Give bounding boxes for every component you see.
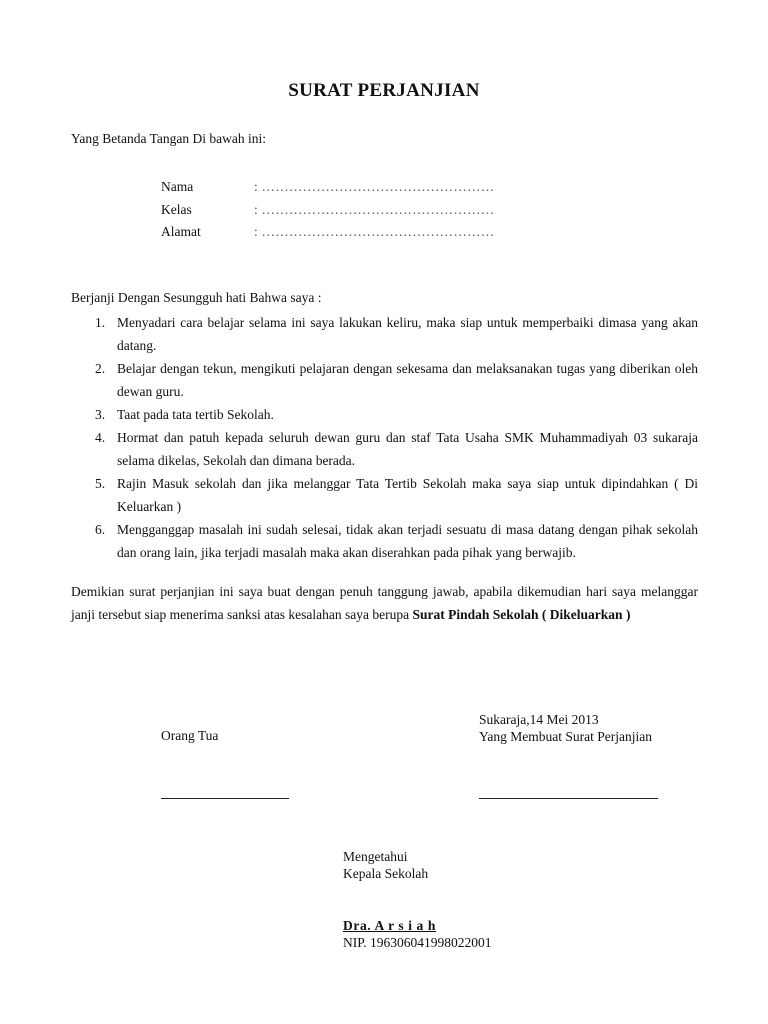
intro-text: Yang Betanda Tangan Di bawah ini: [71,131,267,146]
field-label: Alamat [161,224,201,239]
field-label: Kelas [161,201,192,217]
principal-title: Kepala Sekolah [343,866,429,881]
document-title: SURAT PERJANJIAN [288,80,480,101]
address-blank: : …………………………………………… [254,224,495,239]
list-item [71,426,698,472]
item-text: Taat pada tata tertib Sekolah. [117,407,274,422]
item-text: Rajin Masuk sekolah dan jika melanggar Tata Tertib Sekolah maka saya siap untuk dipindahkan ( Di Keluarkan ) [117,476,698,514]
field-label: Nama [161,179,194,194]
item-text: Belajar dengan tekun, mengikuti pelajaran dengan sekesama dan melaksanakan tugas yang diberikan oleh dewan guru. [117,361,698,399]
principal-signature-block [343,848,492,951]
closing-paragraph [71,580,698,626]
place-date: Sukaraja,14 Mei 2013 [479,712,599,727]
maker-label: Yang Membuat Surat Perjanjian [479,729,652,744]
identity-fields [161,176,521,244]
name-blank: : …………………………………………… [254,179,495,194]
item-number: 4. [95,430,106,445]
item-number: 6. [95,522,106,537]
pledge-intro: Berjanji Dengan Sesungguh hati Bahwa saya : [71,290,322,305]
acknowledge-label: Mengetahui [343,849,408,864]
identity-row-kelas [161,199,521,222]
list-item [71,472,698,518]
item-number: 1. [95,315,106,330]
list-item [71,357,698,403]
closing-emphasis: Surat Pindah Sekolah ( Dikeluarkan ) [412,607,631,622]
identity-row-alamat [161,221,521,244]
maker-signature-block [479,711,652,745]
promise-list [71,311,698,564]
item-number: 3. [95,407,106,422]
identity-row-nama [161,176,521,199]
parent-signature-block [161,727,218,744]
class-blank: : …………………………………………… [254,201,495,217]
closing-text: Demikian surat perjanjian ini saya buat dengan penuh tanggung jawab, apabila dikemudian hari saya melanggar janji tersebut siap menerima sanksi atas kesalahan saya berupa [71,584,698,622]
maker-signature-line [479,798,658,799]
item-text: Mengganggap masalah ini sudah selesai, tidak akan terjadi sesuatu di masa datang dengan pihak sekolah dan orang lain, jika terjadi masalah maka akan diserahkan pada pihak yang berwajib. [117,522,698,560]
parent-signature-line [161,798,289,799]
item-number: 2. [95,361,106,376]
list-item [71,311,698,357]
item-number: 5. [95,476,106,491]
item-text: Menyadari cara belajar selama ini saya lakukan keliru, maka siap untuk memperbaiki dimasa yang akan datang. [117,315,698,353]
parent-label: Orang Tua [161,728,219,743]
list-item [71,518,698,564]
list-item [71,403,698,426]
principal-name: Dra. A r s i a h [343,918,436,933]
item-text: Hormat dan patuh kepada seluruh dewan guru dan staf Tata Usaha SMK Muhammadiyah 03 sukaraja selama dikelas, Sekolah dan dimana berada. [117,430,698,468]
principal-nip: NIP. 196306041998022001 [343,935,492,950]
